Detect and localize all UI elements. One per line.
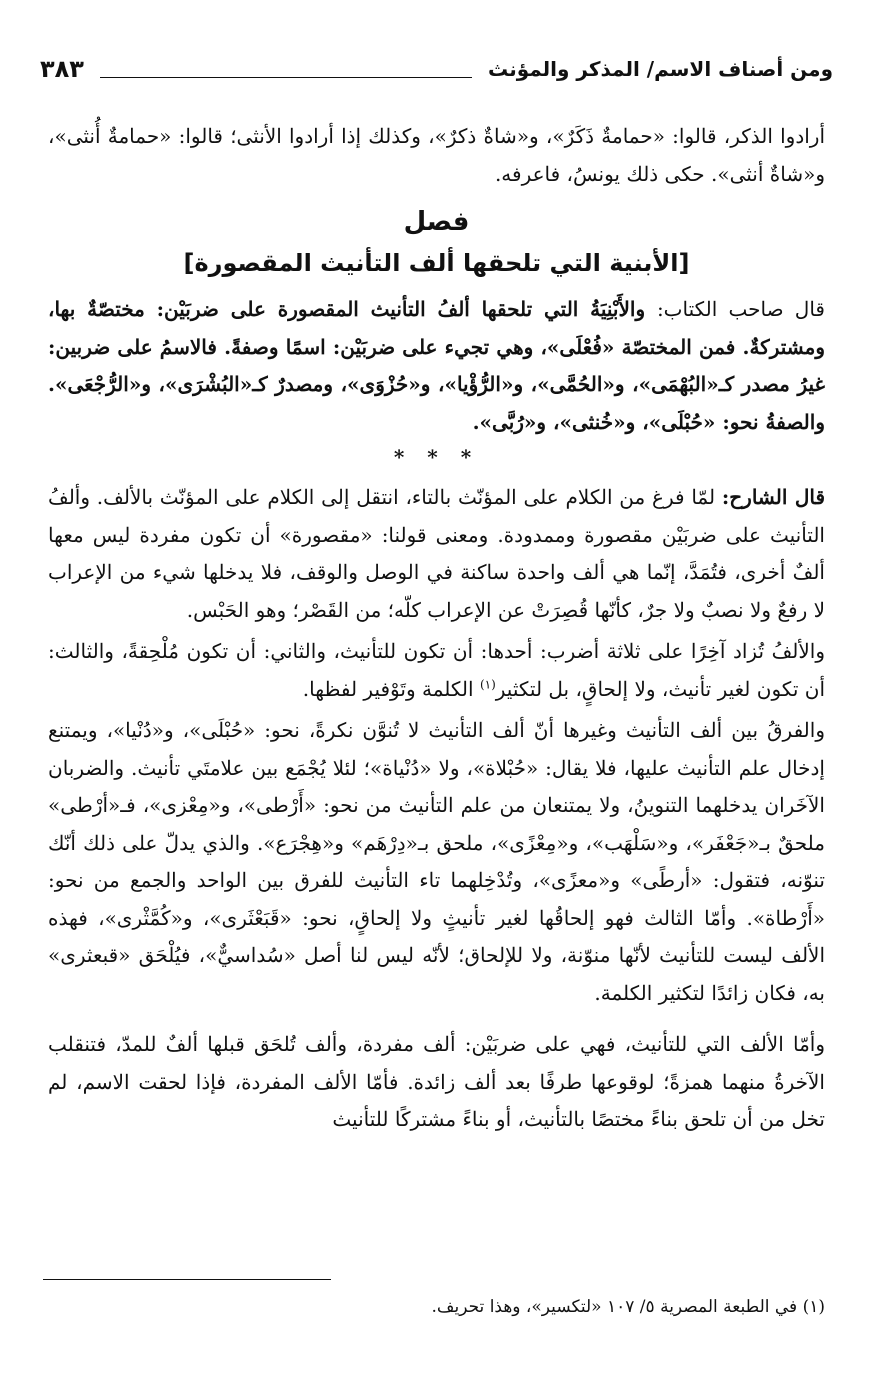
paragraph-feminine-alif: وأمّا الألف التي للتأنيث، فهي على ضربَيْن: ألف مفردة، وألف تُلحَق قبلها ألفٌ للمدّ، فتنقلب الآخرةُ منهما همزةً؛ لوقوعها طرفًا بعد ألف زائدة. فأمّا الألف المفردة، فإذا لحقت الاسم، لم تخل من أن تلحق بناءً مختصًا بالتأنيث، أو بناءً مشتركًا للتأنيث: [48, 1032, 825, 1131]
footnote-rule: [43, 1279, 331, 1280]
sharh-text: لمّا فرغ من الكلام على المؤنّث بالتاء، انتقل إلى الكلام على المؤنّث بالألف. وألفُ التأنيث على ضربَيْن مقصورة وممدودة. ومعنى قولنا: «مقصورة» أن تكون مفردة ليس معها ألفٌ أخرى، فتُمَدَّ، إنّما هي ألف واحدة ساكنة في الوصل والوقف، فلا يدخلها شيء من الإعراب لا رفعٌ ولا نصبٌ ولا جرٌ، كأنّها قُصِرَتْ عن الإعراب كلّه؛ من القَصْر؛ وهو الحَبْس.: [48, 485, 825, 622]
paragraph-alif-types-a: والألفُ تُزاد آخِرًا على ثلاثة أضرب: أحدها: أن تكون للتأنيث، والثاني: أن تكون مُلْحِقةً، والثالث: أن تكون لغير تأنيث، ولا إلحاقٍ، بل لتكثير: [48, 639, 825, 701]
sharh-lead: قال الشارح:: [721, 485, 826, 509]
paragraph-alif-types: [48, 633, 825, 708]
sharh-paragraph: [48, 479, 825, 629]
running-head: ومن أصناف الاسم/ المذكر والمؤنث: [488, 57, 833, 81]
paragraph-difference: والفرقُ بين ألف التأنيث وغيرها أنّ ألف التأنيث لا تُنوَّن نكرةً، نحو: «حُبْلَى»، و«دُنْيا»، ويمتنع إدخال علم التأنيث عليها، فلا يقال: «حُبْلاة»، ولا «دُنْياة»؛ لئلا يُجْمَع بين علامتَي تأنيث. والضربان الآخَران يدخلهما التنوينُ، ولا يمتنعان من علم التأنيث من نحو: «أَرْطى»، و«مِعْزى»، فـ«أرْطى» ملحقٌ بـ«جَعْفَر»، و«سَلْهَب»، و«مِعْزًى»، ملحق بـ«دِرْهَم» و«هِجْرَع». والذي يدلّ على ذلك أنّك تنوّنه، فتقول: «أرطًى» و«معزًى»، وتُدْخِلهما تاء التأنيث للفرق بين الواحد والجمع من نحو: «أَرْطاة». وأمّا الثالث فهو إلحاقُها لغير تأنيثٍ ولا إلحاقٍ، نحو: «قَبَعْثَرى»، و«كُمَّثْرى»، فهذه الألف ليست للتأنيث لأنّها منوّنة، ولا للإلحاق؛ لأنّه ليس لنا أصل «سُداسيٌّ»، فيُلْحَق «قبعثرى» به، فكان زائدًا لتكثير الكلمة.: [48, 718, 825, 1005]
footnote: (١) في الطبعة المصرية ٥/ ١٠٧ «لتكسير»، وهذا تحريف.: [431, 1297, 825, 1317]
footnote-reference[interactable]: (١): [479, 676, 496, 691]
matn-paragraph: [48, 291, 825, 441]
matn-lead: قال صاحب الكتاب:: [656, 297, 825, 321]
page-body: [48, 118, 825, 1139]
matn-text: والأَبْنِيَةُ التي تلحقها ألفُ التأنيث المقصورة على ضربَيْن: مختصّةٌ بها، ومشتركةٌ. فمن المختصّة «فُعْلَى»، وهي تجيء على ضربَيْن: اسمًا وصفةً. فالاسمُ على ضربين: غيرُ مصدر كـ«البُهْمَى»، و«الحُمَّى»، و«الرُّؤْيا»، و«حُزْوَى»، ومصدرٌ كـ«البُشْرَى»، و«الرُّجْعَى». والصفةُ نحو: «حُبْلَى»، و«خُنثى»، و«رُبَّى».: [48, 297, 825, 434]
paragraph-continuation: أرادوا الذكر، قالوا: «حمامةٌ ذَكَرٌ»، و«شاةٌ ذكرٌ»، وكذلك إذا أرادوا الأنثى؛ قالوا: «حمامةٌ أُنثى»، و«شاةٌ أنثى». حكى ذلك يونسُ، فاعرفه.: [48, 124, 826, 186]
paragraph-alif-types-b: الكلمة وتَوْفير لفظها.: [302, 676, 474, 701]
section-title: [الأبنية التي تلحقها ألف التأنيث المقصورة]: [183, 249, 690, 277]
header-rule: [100, 77, 472, 78]
separator-stars: * * *: [393, 445, 480, 469]
section-heading: فصل: [403, 207, 470, 237]
page-number: ٣٨٣: [40, 55, 84, 83]
page-header: [40, 44, 833, 94]
